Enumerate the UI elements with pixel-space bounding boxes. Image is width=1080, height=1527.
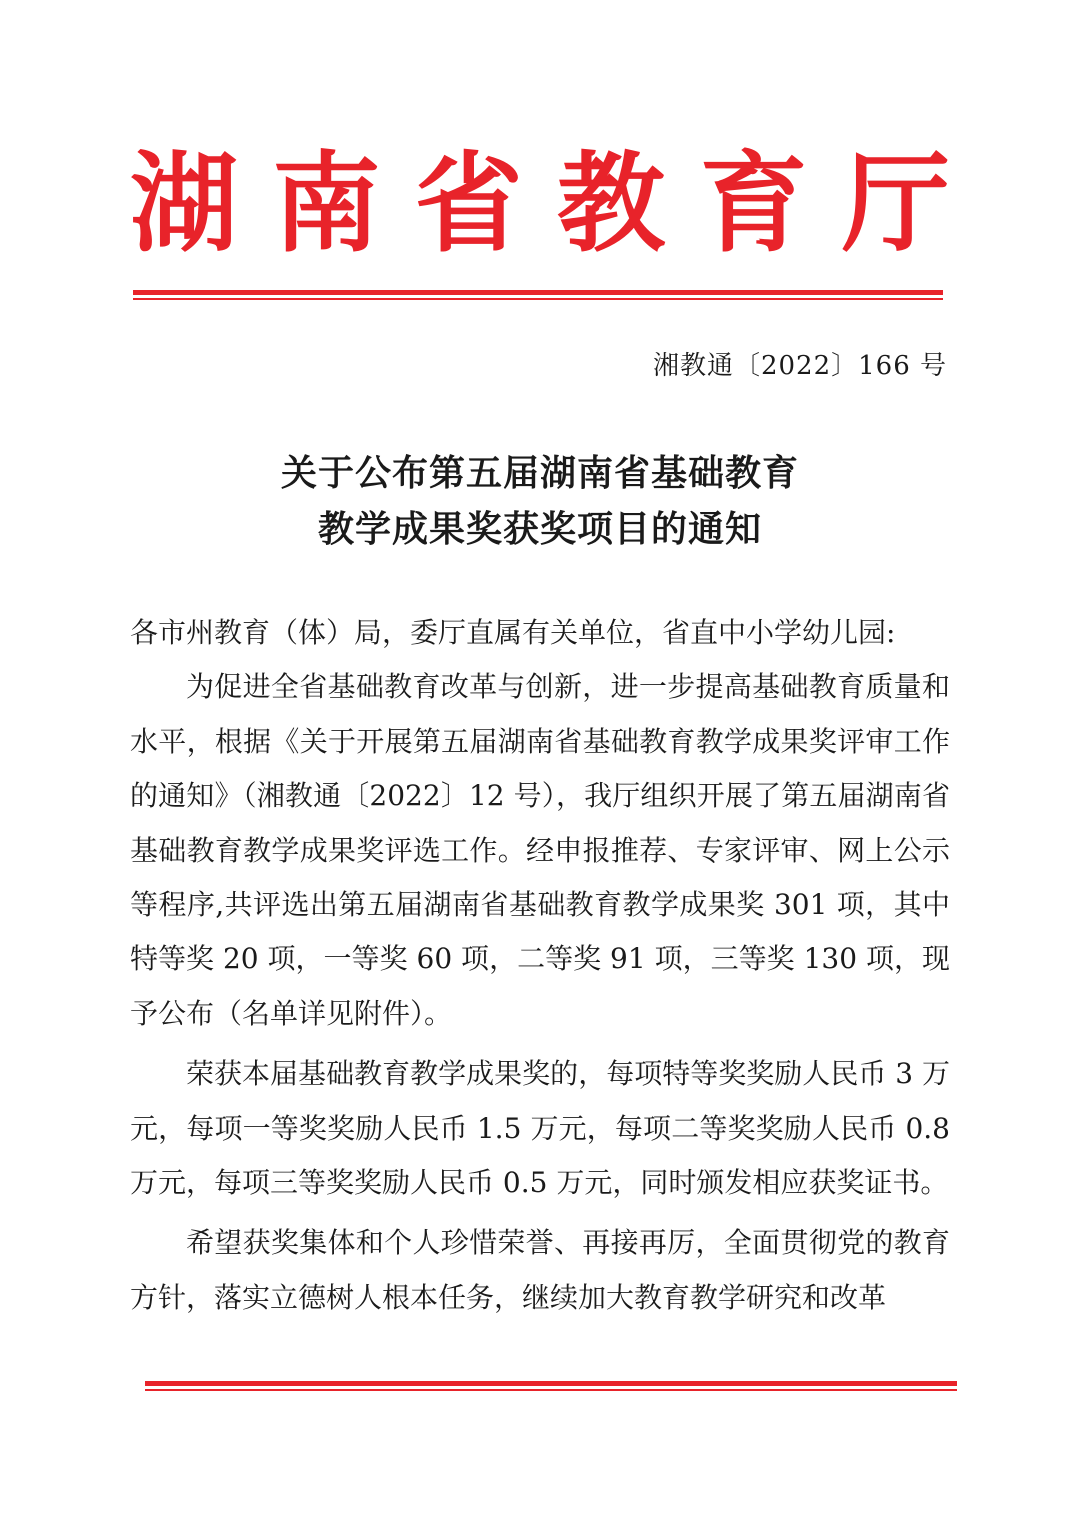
- body-paragraph: 为促进全省基础教育改革与创新，进一步提高基础教育质量和水平，根据《关于开展第五届湖南省基础教育教学成果奖评审工作的通知》（湘教通〔2022〕12 号），我厅组织开展了第五届湖南省基础教育教学成果奖评选工作。经申报推荐、专家评审、网上公示等程序,共评选出第五届湖南省基础教育教学成果奖 301 项，其中特等奖 20 项，一等奖 60 项，二等奖 91 项，三等奖 130 项，现予公布（名单详见附件）。: [130, 670, 950, 1030]
- document-title-line: 教学成果奖获奖项目的通知: [317, 508, 762, 550]
- body-paragraph: 希望获奖集体和个人珍惜荣誉、再接再厉，全面贯彻党的教育方针，落实立德树人根本任务，继续加大教育教学研究和改革: [130, 1226, 950, 1314]
- issuing-authority-title: [130, 140, 950, 270]
- title-char: 厅: [841, 142, 950, 267]
- footer-divider: [145, 1381, 957, 1391]
- document-title-line: 关于公布第五届湖南省基础教育: [280, 452, 799, 494]
- title-char: 省: [414, 142, 523, 267]
- title-char: 南: [272, 142, 381, 267]
- title-char: 湖: [130, 142, 239, 267]
- document-body: [130, 606, 950, 1325]
- title-char: 教: [557, 142, 666, 267]
- header-divider: [133, 290, 943, 300]
- salutation: 各市州教育（体）局，委厅直属有关单位，省直中小学幼儿园:: [130, 616, 896, 649]
- title-char: 育: [699, 142, 808, 267]
- body-paragraph: 荣获本届基础教育教学成果奖的，每项特等奖奖励人民币 3 万元，每项一等奖奖励人民币 1.5 万元，每项二等奖奖励人民币 0.8 万元，每项三等奖奖励人民币 0.5 万元，同时颁发相应获奖证书。: [130, 1057, 950, 1200]
- document-title: [130, 445, 950, 557]
- document-number: 湘教通〔2022〕166 号: [652, 351, 947, 381]
